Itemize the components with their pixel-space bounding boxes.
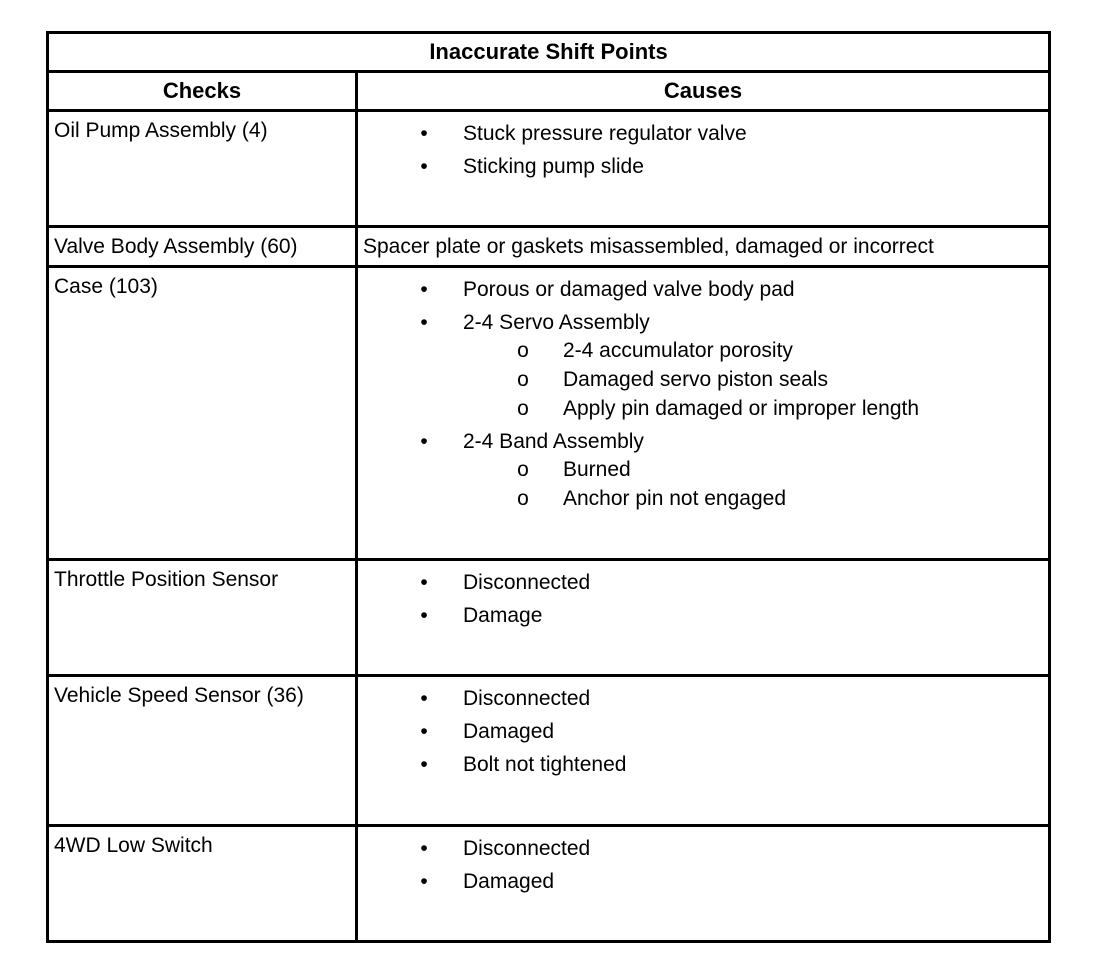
cause-text: Damaged (463, 870, 555, 893)
cause-cell (357, 676, 1050, 826)
cause-list (358, 687, 1048, 777)
check-cell: Vehicle Speed Sensor (36) (48, 676, 357, 826)
cause-text: 2-4 Band Assembly (463, 430, 644, 453)
table-row-oil-pump (48, 111, 1050, 227)
cause-item (358, 870, 1048, 894)
cause-text: Damaged (463, 720, 555, 743)
bullet-icon: • (420, 155, 428, 178)
checks-header: Checks (48, 72, 357, 111)
circle-bullet-icon: o (517, 458, 529, 481)
diagnostic-table (46, 31, 1051, 943)
cause-cell (357, 111, 1050, 227)
sub-cause-text: Anchor pin not engaged (563, 487, 787, 510)
cause-list (358, 278, 1048, 511)
sub-cause-item (463, 397, 1048, 421)
bullet-icon: • (420, 430, 428, 453)
bullet-icon: • (420, 278, 428, 301)
cause-cell (357, 267, 1050, 560)
bullet-icon: • (420, 753, 428, 776)
sub-cause-list (463, 339, 1048, 421)
bullet-icon: • (420, 720, 428, 743)
cause-text: Damage (463, 604, 543, 627)
cause-cell (357, 560, 1050, 676)
title-row (48, 33, 1050, 72)
cause-text: Disconnected (463, 571, 591, 594)
table-row-4wd-low (48, 826, 1050, 942)
check-cell: Valve Body Assembly (60) (48, 227, 357, 267)
cause-cell (357, 826, 1050, 942)
table-row-throttle (48, 560, 1050, 676)
cause-item (358, 430, 1048, 511)
table-row-case (48, 267, 1050, 560)
sub-cause-list (463, 458, 1048, 511)
sub-cause-text: Damaged servo piston seals (563, 368, 828, 391)
cause-list (358, 571, 1048, 628)
bullet-icon: • (420, 311, 428, 334)
bullet-icon: • (420, 870, 428, 893)
sub-cause-item (463, 368, 1048, 392)
table-row-vehicle-speed (48, 676, 1050, 826)
bullet-icon: • (420, 571, 428, 594)
sub-cause-text: Burned (563, 458, 631, 481)
cause-item (358, 837, 1048, 861)
check-cell: Oil Pump Assembly (4) (48, 111, 357, 227)
bullet-icon: • (420, 122, 428, 145)
cause-text: Porous or damaged valve body pad (463, 278, 795, 301)
causes-header: Causes (357, 72, 1050, 111)
cause-list (358, 837, 1048, 894)
cause-text: Disconnected (463, 687, 591, 710)
cause-text: 2-4 Servo Assembly (463, 311, 650, 334)
sub-cause-item (463, 458, 1048, 482)
check-cell: 4WD Low Switch (48, 826, 357, 942)
cause-item (358, 311, 1048, 421)
circle-bullet-icon: o (517, 339, 529, 362)
table-row-valve-body (48, 227, 1050, 267)
cause-list (358, 122, 1048, 179)
cause-text: Stuck pressure regulator valve (463, 122, 747, 145)
bullet-icon: • (420, 604, 428, 627)
circle-bullet-icon: o (517, 397, 529, 420)
sub-cause-item (463, 487, 1048, 511)
circle-bullet-icon: o (517, 368, 529, 391)
bullet-icon: • (420, 687, 428, 710)
cause-item (358, 753, 1048, 777)
cause-item (358, 278, 1048, 302)
table-title: Inaccurate Shift Points (48, 33, 1050, 72)
cause-item (358, 720, 1048, 744)
cause-text: Disconnected (463, 837, 591, 860)
cause-item (358, 155, 1048, 179)
sub-cause-text: 2-4 accumulator porosity (563, 339, 793, 362)
cause-item (358, 604, 1048, 628)
circle-bullet-icon: o (517, 487, 529, 510)
cause-item (358, 687, 1048, 711)
cause-text: Sticking pump slide (463, 155, 644, 178)
sub-cause-item (463, 339, 1048, 363)
check-cell: Case (103) (48, 267, 357, 560)
sub-cause-text: Apply pin damaged or improper length (563, 397, 920, 420)
cause-item (358, 122, 1048, 146)
bullet-icon: • (420, 837, 428, 860)
cause-text: Bolt not tightened (463, 753, 627, 776)
cause-cell: Spacer plate or gaskets misassembled, damaged or incorrect (357, 227, 1050, 267)
cause-item (358, 571, 1048, 595)
check-cell: Throttle Position Sensor (48, 560, 357, 676)
header-row (48, 72, 1050, 111)
